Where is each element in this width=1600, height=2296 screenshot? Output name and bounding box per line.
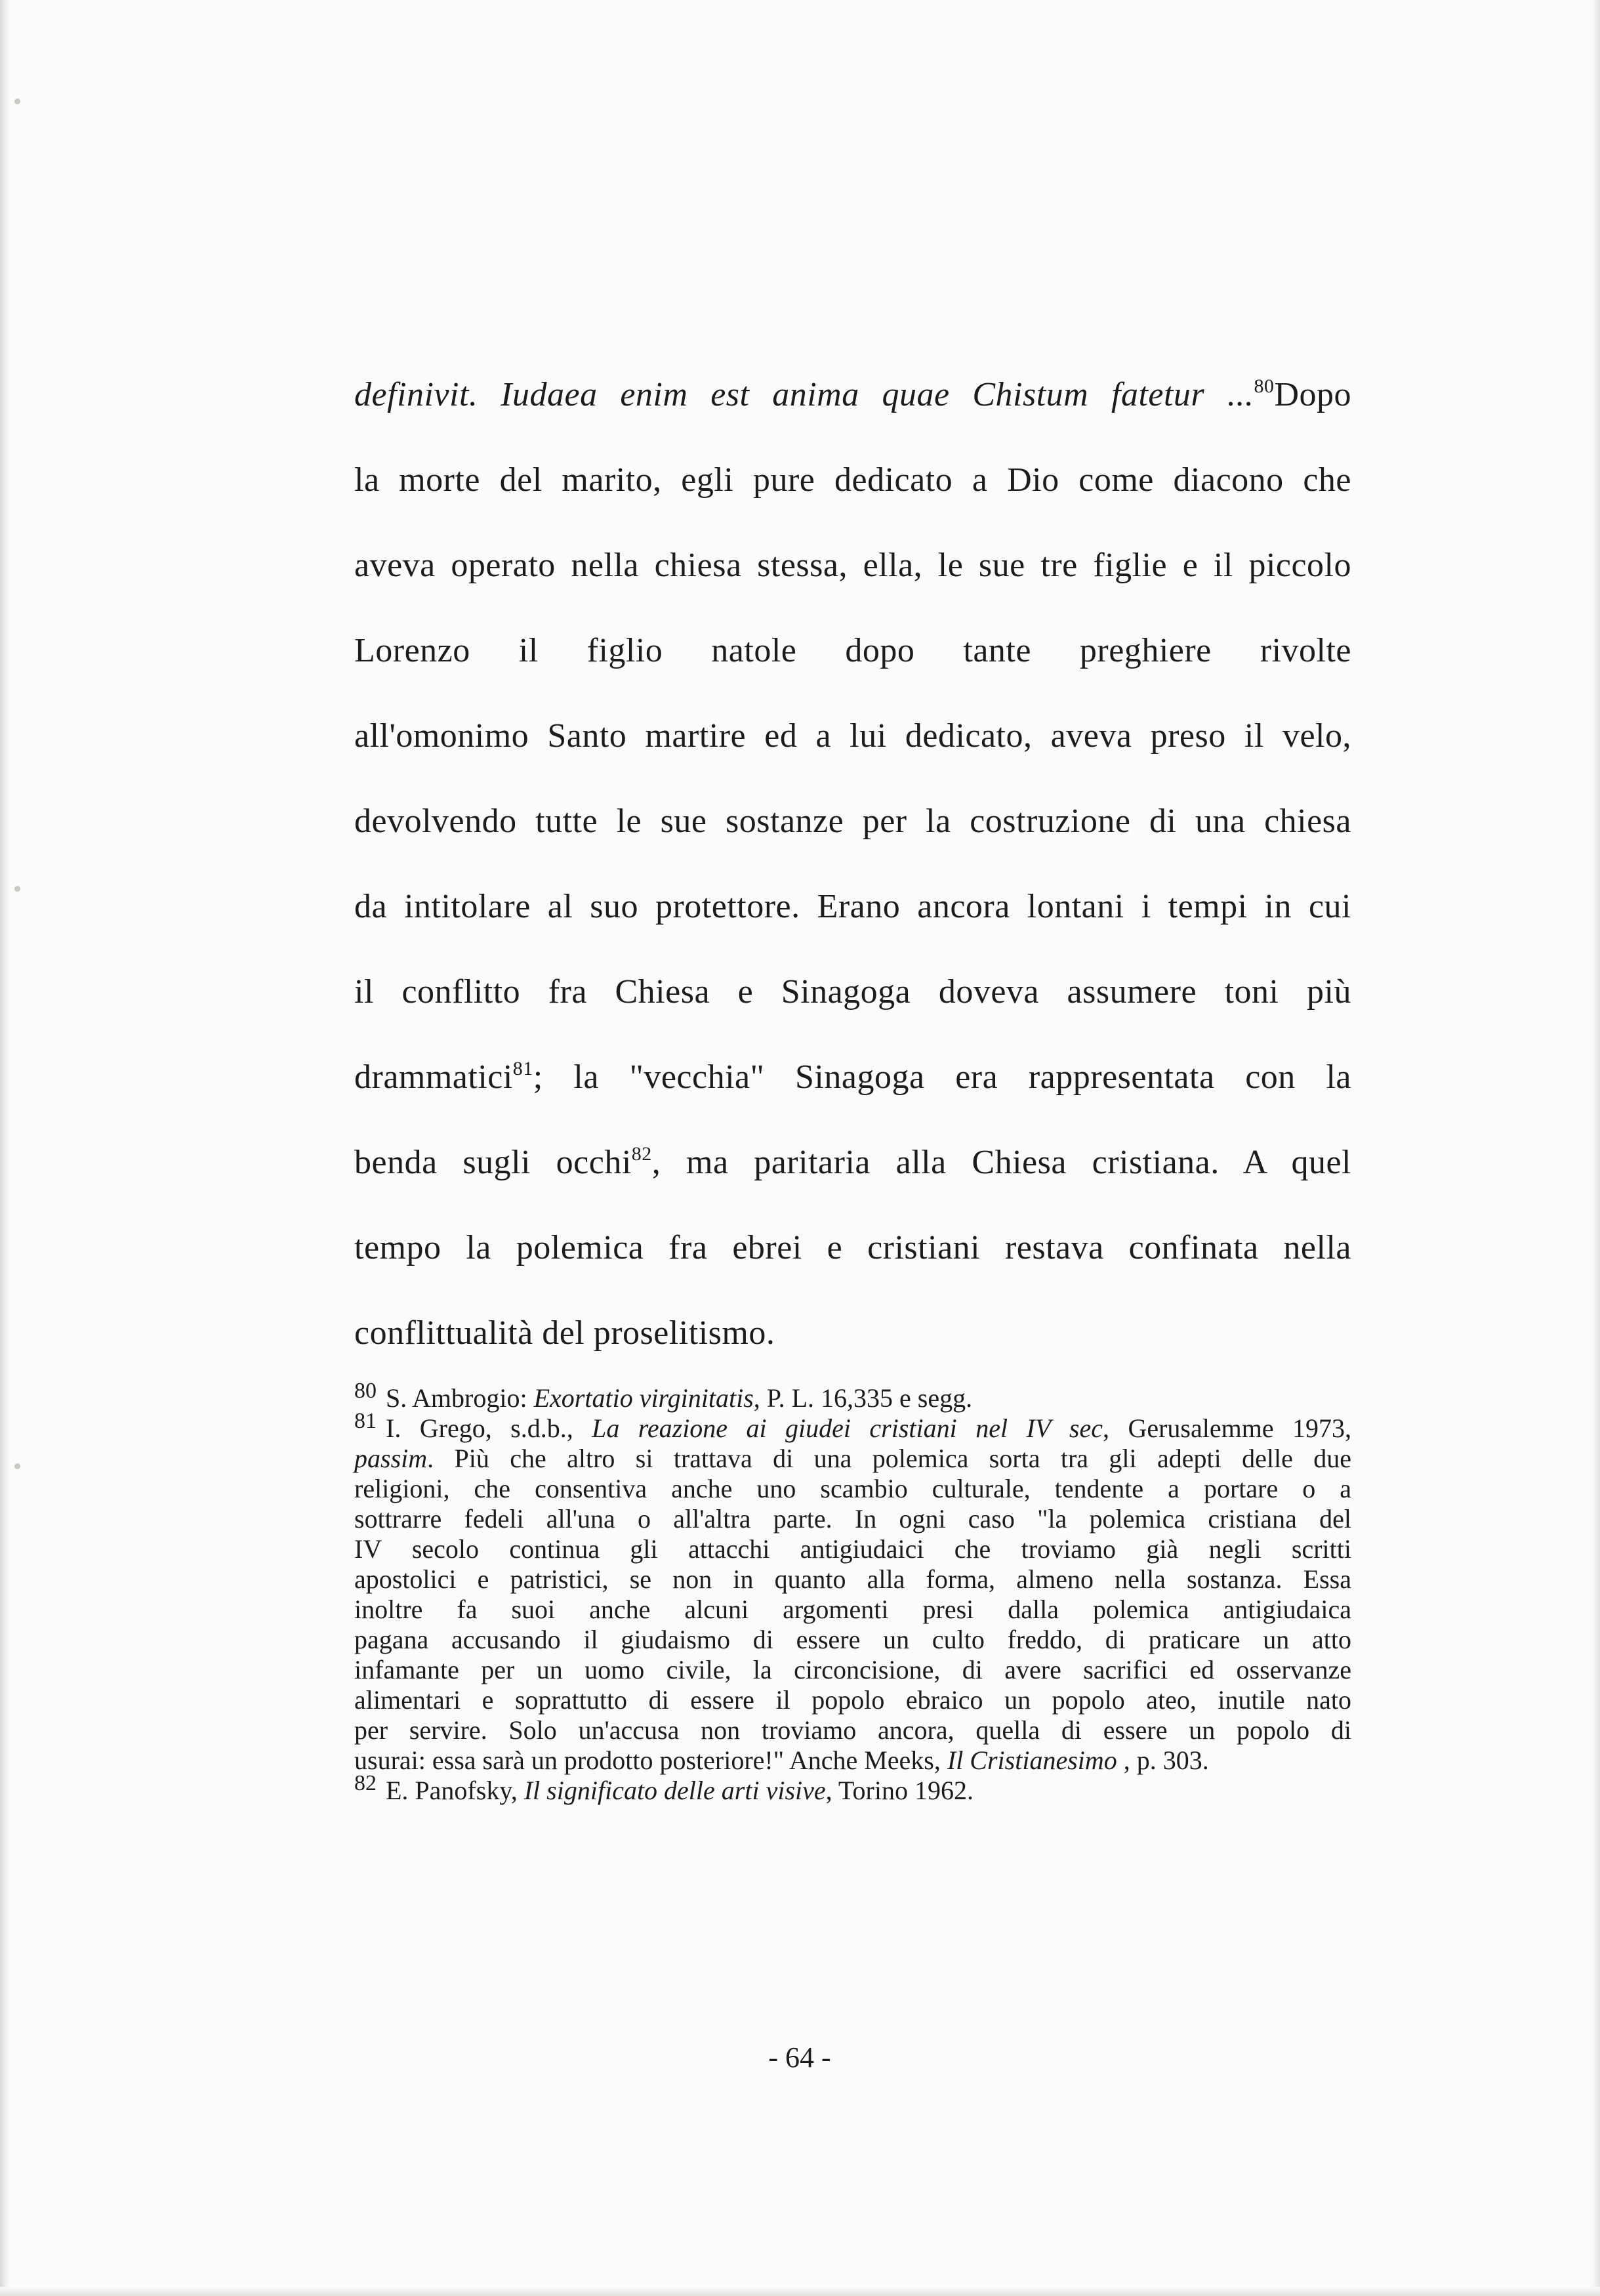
body-line: da intitolare al suo protettore. Erano ancora lontani i tempi in cui [354, 888, 1351, 925]
footnote-ref-80[interactable]: 80 [1254, 375, 1275, 397]
footnote-ref-81[interactable]: 81 [512, 1058, 533, 1079]
body-line: tempo la polemica fra ebrei e cristiani restava confinata nella [354, 1229, 1351, 1266]
body-line: conflittualità del proselitismo. [354, 1314, 775, 1352]
footnote-line: passim. Più che altro si trattava di una polemica sorta tra gli adepti delle due [354, 1444, 1351, 1473]
footnote-line: usurai: essa sarà un prodotto posteriore!" Anche Meeks, Il Cristianesimo , p. 303. [354, 1745, 1209, 1775]
latin-quote: definivit. Iudaea enim est anima quae Chistum fatetur ... [354, 376, 1254, 413]
footnote-line: per servire. Solo un'accusa non troviamo ancora, quella di essere un popolo di [354, 1715, 1351, 1745]
body-line: il conflitto fra Chiesa e Sinagoga doveva assumere toni più [354, 973, 1351, 1011]
body-line: Lorenzo il figlio natole dopo tante preghiere rivolte [354, 632, 1351, 669]
body-line: drammatici$^{81}$; la "vecchia" Sinagoga era rappresentata con la [354, 1058, 1351, 1096]
page-number: - 64 - [768, 2041, 831, 2074]
body-line: aveva operato nella chiesa stessa, ella, le sue tre figlie e il piccolo [354, 547, 1351, 584]
body-line: all'omonimo Santo martire ed a lui dedicato, aveva preso il velo, [354, 717, 1351, 755]
footnotes [354, 1379, 1351, 1806]
footnote-line: religioni, che consentiva anche uno scambio culturale, tendente a portare o a [354, 1474, 1351, 1503]
footnote-81: $^{81}$ I. Grego, s.d.b., La reazione ai giudei cristiani nel IV sec, Gerusalemme 1973, [354, 1409, 1351, 1443]
footnote-line: IV secolo continua gli attacchi antigiudaici che troviamo già negli scritti [354, 1534, 1351, 1564]
footnote-number: 82 [354, 1771, 377, 1795]
punch-hole-mark [14, 98, 20, 104]
body-line: benda sugli occhi$^{82}$, ma paritaria alla Chiesa cristiana. A quel [354, 1143, 1351, 1181]
work-title: Il significato delle arti visive [523, 1776, 826, 1805]
work-title: La reazione ai giudei cristiani nel IV sec [592, 1413, 1103, 1443]
work-title: Exortatio virginitatis [533, 1383, 754, 1413]
footnote-80: $^{80}$ S. Ambrogio: Exortatio virginitatis, P. L. 16,335 e segg. [354, 1379, 973, 1413]
main-paragraph [354, 352, 1351, 1376]
body-line: la morte del marito, egli pure dedicato a Dio come diacono che [354, 461, 1351, 499]
footnote-line: apostolici e patristici, se non in quanto alla forma, almeno nella sostanza. Essa [354, 1564, 1351, 1594]
scan-left-edge [0, 0, 9, 2296]
footnote-line: inoltre fa suoi anche alcuni argomenti presi dalla polemica antigiudaica [354, 1595, 1351, 1624]
footnote-number: 81 [354, 1409, 377, 1433]
footnote-number: 80 [354, 1379, 377, 1403]
punch-hole-mark [14, 886, 20, 892]
footnote-82: $^{82}$ E. Panofsky, Il significato delle arti visive, Torino 1962. [354, 1771, 974, 1805]
body-line: definivit. Iudaea enim est anima quae Chistum fatetur ...$^{80}$Dopo [354, 375, 1351, 413]
footnote-line: pagana accusando il giudaismo di essere un culto freddo, di praticare un atto [354, 1625, 1351, 1654]
footnote-line: alimentari e soprattutto di essere il popolo ebraico un popolo ateo, inutile nato [354, 1685, 1351, 1715]
scan-right-edge [1592, 0, 1600, 2296]
scan-bottom-edge [0, 2287, 1600, 2296]
body-line: devolvendo tutte le sue sostanze per la costruzione di una chiesa [354, 803, 1351, 840]
footnote-line: sottrarre fedeli all'una o all'altra parte. In ogni caso "la polemica cristiana del [354, 1504, 1351, 1534]
footnote-line: infamante per un uomo civile, la circoncisione, di avere sacrifici ed osservanze [354, 1655, 1351, 1684]
work-title: Il Cristianesimo [947, 1745, 1117, 1775]
punch-hole-mark [14, 1463, 20, 1469]
footnote-ref-82[interactable]: 82 [631, 1143, 652, 1165]
